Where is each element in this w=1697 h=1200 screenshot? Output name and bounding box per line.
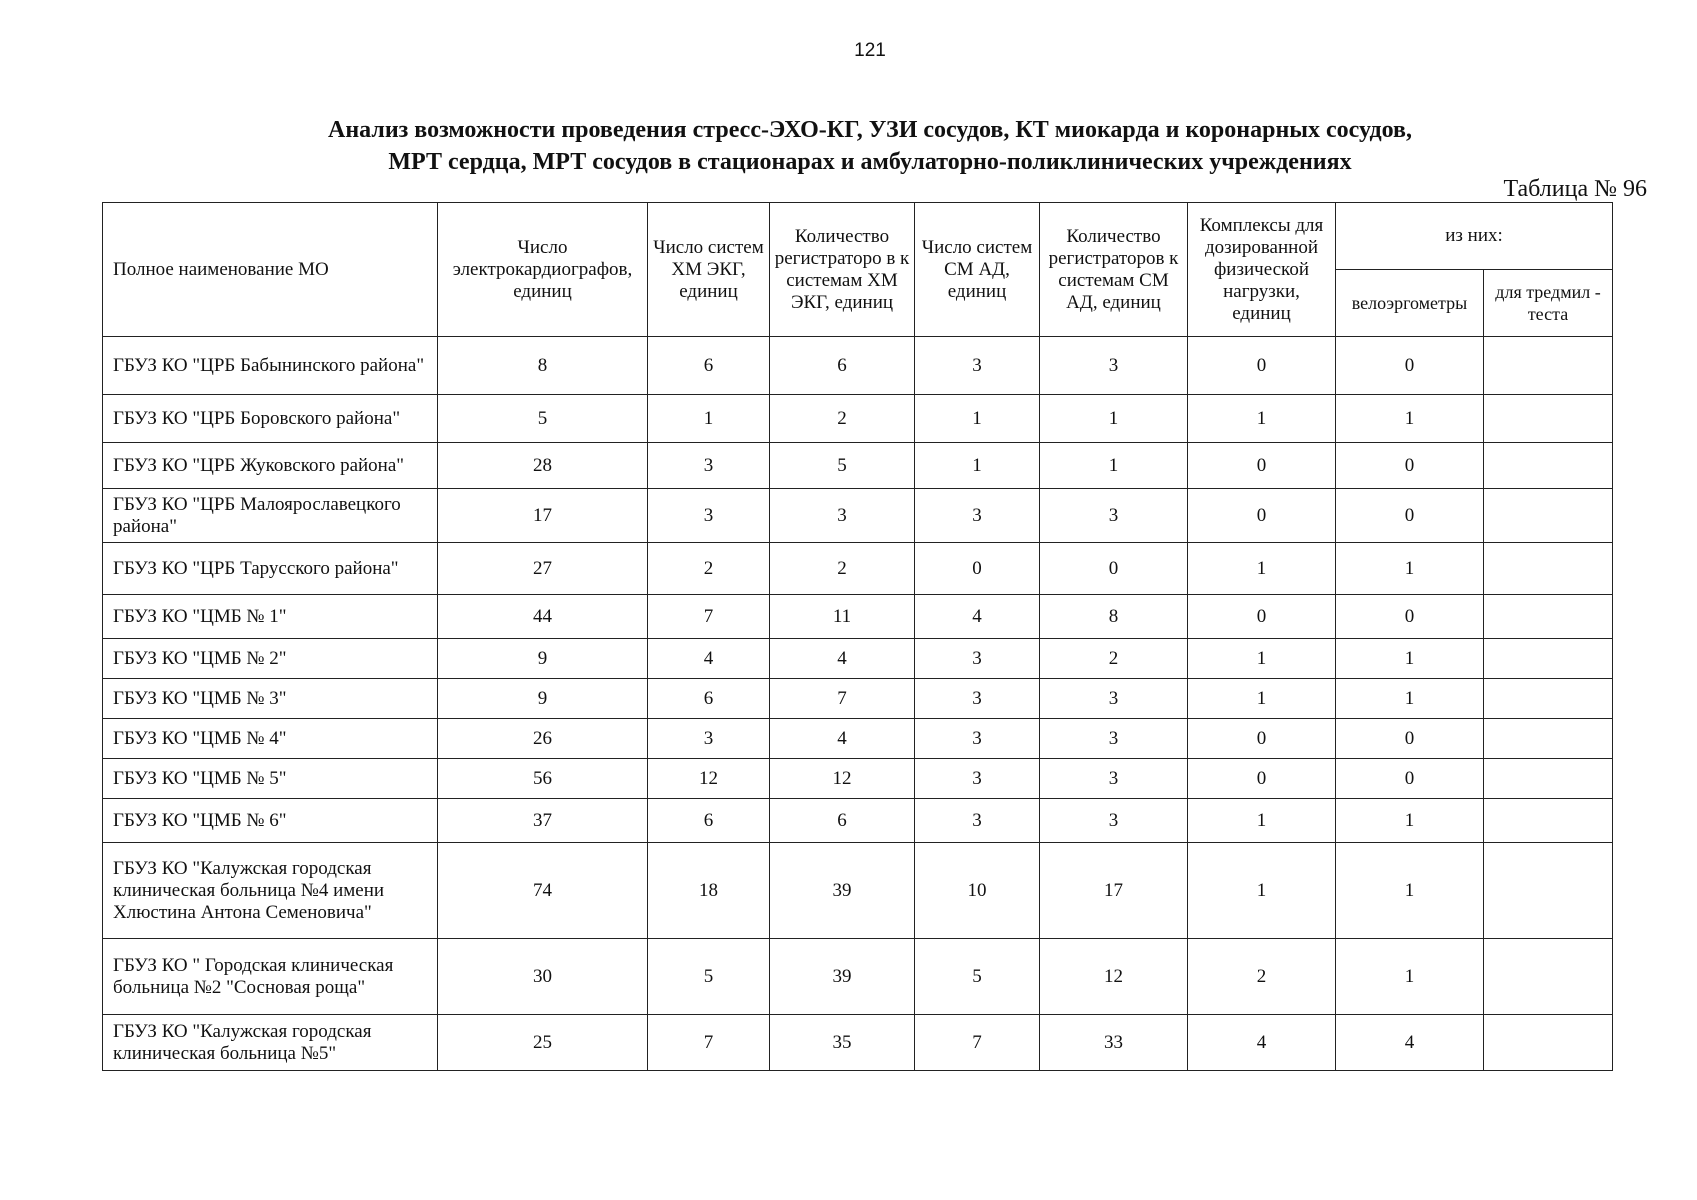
cell-sm-recorders: 8 <box>1040 595 1188 639</box>
cell-name: ГБУЗ КО "ЦРБ Боровского района" <box>103 395 438 443</box>
cell-sm-systems: 10 <box>915 843 1040 939</box>
cell-sm-systems: 3 <box>915 759 1040 799</box>
table-row <box>103 543 1613 595</box>
cell-hm-recorders: 4 <box>770 639 915 679</box>
table-row <box>103 489 1613 543</box>
cell-sm-recorders: 0 <box>1040 543 1188 595</box>
cell-hm-recorders: 2 <box>770 543 915 595</box>
header-bicycle: велоэргометры <box>1336 270 1484 337</box>
cell-name: ГБУЗ КО "ЦМБ № 2" <box>103 639 438 679</box>
page-number: 121 <box>854 40 886 61</box>
cell-bicycle: 0 <box>1336 595 1484 639</box>
cell-ecg: 8 <box>438 337 648 395</box>
cell-bicycle: 0 <box>1336 443 1484 489</box>
cell-complexes: 0 <box>1188 595 1336 639</box>
cell-ecg: 9 <box>438 679 648 719</box>
cell-hm-recorders: 6 <box>770 337 915 395</box>
table-row <box>103 337 1613 395</box>
cell-name: ГБУЗ КО "Калужская городская клиническая больница №4 имени Хлюстина Антона Семеновича" <box>103 843 438 939</box>
cell-complexes: 1 <box>1188 843 1336 939</box>
cell-sm-systems: 7 <box>915 1015 1040 1071</box>
document-title-line-2: МРТ сердца, МРТ сосудов в стационарах и амбулаторно-поликлинических учреждениях <box>388 149 1352 175</box>
cell-complexes: 0 <box>1188 337 1336 395</box>
cell-sm-recorders: 33 <box>1040 1015 1188 1071</box>
cell-sm-recorders: 3 <box>1040 489 1188 543</box>
cell-bicycle: 1 <box>1336 799 1484 843</box>
cell-name: ГБУЗ КО "ЦРБ Тарусского района" <box>103 543 438 595</box>
cell-complexes: 1 <box>1188 799 1336 843</box>
cell-bicycle: 1 <box>1336 939 1484 1015</box>
cell-complexes: 0 <box>1188 489 1336 543</box>
cell-complexes: 1 <box>1188 395 1336 443</box>
cell-sm-recorders: 17 <box>1040 843 1188 939</box>
cell-sm-systems: 3 <box>915 679 1040 719</box>
table-row <box>103 595 1613 639</box>
cell-name: ГБУЗ КО "ЦРБ Бабынинского района" <box>103 337 438 395</box>
cell-name: ГБУЗ КО "Калужская городская клиническая больница №5" <box>103 1015 438 1071</box>
cell-name: ГБУЗ КО "ЦРБ Малоярославецкого района" <box>103 489 438 543</box>
cell-hm-systems: 18 <box>648 843 770 939</box>
table-row <box>103 939 1613 1015</box>
cell-ecg: 44 <box>438 595 648 639</box>
cell-name: ГБУЗ КО "ЦМБ № 5" <box>103 759 438 799</box>
table-row <box>103 395 1613 443</box>
cell-hm-recorders: 2 <box>770 395 915 443</box>
cell-hm-systems: 3 <box>648 443 770 489</box>
cell-ecg: 17 <box>438 489 648 543</box>
cell-complexes: 0 <box>1188 759 1336 799</box>
cell-bicycle: 1 <box>1336 395 1484 443</box>
cell-sm-recorders: 3 <box>1040 759 1188 799</box>
cell-ecg: 25 <box>438 1015 648 1071</box>
cell-hm-recorders: 39 <box>770 843 915 939</box>
header-sm-recorders: Количество регистраторов к системам СМ АД, единиц <box>1040 203 1188 337</box>
cell-treadmill <box>1484 443 1613 489</box>
cell-sm-systems: 1 <box>915 443 1040 489</box>
cell-hm-systems: 6 <box>648 337 770 395</box>
cell-hm-systems: 3 <box>648 489 770 543</box>
cell-ecg: 74 <box>438 843 648 939</box>
cell-hm-recorders: 3 <box>770 489 915 543</box>
table-row <box>103 1015 1613 1071</box>
table-row <box>103 443 1613 489</box>
cell-treadmill <box>1484 489 1613 543</box>
cell-hm-recorders: 35 <box>770 1015 915 1071</box>
header-ecg: Число электрокардиографов, единиц <box>438 203 648 337</box>
cell-ecg: 26 <box>438 719 648 759</box>
cell-bicycle: 4 <box>1336 1015 1484 1071</box>
cell-bicycle: 0 <box>1336 759 1484 799</box>
document-title <box>250 114 1490 178</box>
cell-complexes: 2 <box>1188 939 1336 1015</box>
equipment-table <box>102 202 1613 1071</box>
cell-ecg: 28 <box>438 443 648 489</box>
header-name: Полное наименование МО <box>103 203 438 337</box>
cell-name: ГБУЗ КО "ЦМБ № 3" <box>103 679 438 719</box>
cell-sm-systems: 3 <box>915 799 1040 843</box>
cell-treadmill <box>1484 639 1613 679</box>
cell-sm-systems: 3 <box>915 489 1040 543</box>
cell-sm-systems: 0 <box>915 543 1040 595</box>
cell-name: ГБУЗ КО " Городская клиническая больница №2 "Сосновая роща" <box>103 939 438 1015</box>
header-of-them: из них: <box>1336 203 1613 270</box>
header-hm-recorders: Количество регистраторо в к системам ХМ ЭКГ, единиц <box>770 203 915 337</box>
cell-ecg: 9 <box>438 639 648 679</box>
cell-treadmill <box>1484 719 1613 759</box>
cell-name: ГБУЗ КО "ЦМБ № 1" <box>103 595 438 639</box>
cell-bicycle: 1 <box>1336 843 1484 939</box>
cell-treadmill <box>1484 799 1613 843</box>
cell-hm-systems: 2 <box>648 543 770 595</box>
cell-name: ГБУЗ КО "ЦРБ Жуковского района" <box>103 443 438 489</box>
cell-sm-recorders: 12 <box>1040 939 1188 1015</box>
document-title-line-1: Анализ возможности проведения стресс-ЭХО-КГ, УЗИ сосудов, КТ миокарда и коронарных сосудов, <box>327 117 1413 143</box>
cell-sm-systems: 3 <box>915 719 1040 759</box>
cell-sm-systems: 3 <box>915 639 1040 679</box>
cell-treadmill <box>1484 939 1613 1015</box>
header-sm-systems: Число систем СМ АД, единиц <box>915 203 1040 337</box>
cell-complexes: 0 <box>1188 443 1336 489</box>
cell-complexes: 1 <box>1188 543 1336 595</box>
cell-ecg: 56 <box>438 759 648 799</box>
table-row <box>103 799 1613 843</box>
header-hm-systems: Число систем ХМ ЭКГ, единиц <box>648 203 770 337</box>
cell-sm-recorders: 3 <box>1040 337 1188 395</box>
cell-hm-systems: 7 <box>648 1015 770 1071</box>
table-row <box>103 679 1613 719</box>
cell-treadmill <box>1484 843 1613 939</box>
cell-hm-systems: 6 <box>648 799 770 843</box>
cell-ecg: 5 <box>438 395 648 443</box>
cell-hm-systems: 6 <box>648 679 770 719</box>
cell-complexes: 4 <box>1188 1015 1336 1071</box>
cell-sm-systems: 5 <box>915 939 1040 1015</box>
cell-sm-recorders: 2 <box>1040 639 1188 679</box>
cell-bicycle: 0 <box>1336 337 1484 395</box>
cell-hm-systems: 3 <box>648 719 770 759</box>
header-complexes: Комплексы для дозированной физической нагрузки, единиц <box>1188 203 1336 337</box>
table-row <box>103 639 1613 679</box>
cell-hm-recorders: 6 <box>770 799 915 843</box>
cell-ecg: 37 <box>438 799 648 843</box>
cell-complexes: 1 <box>1188 679 1336 719</box>
cell-hm-recorders: 11 <box>770 595 915 639</box>
cell-sm-systems: 4 <box>915 595 1040 639</box>
cell-ecg: 27 <box>438 543 648 595</box>
cell-hm-recorders: 7 <box>770 679 915 719</box>
cell-hm-recorders: 12 <box>770 759 915 799</box>
cell-sm-recorders: 1 <box>1040 443 1188 489</box>
cell-sm-recorders: 1 <box>1040 395 1188 443</box>
cell-bicycle: 1 <box>1336 679 1484 719</box>
cell-hm-systems: 12 <box>648 759 770 799</box>
cell-sm-systems: 3 <box>915 337 1040 395</box>
cell-hm-systems: 1 <box>648 395 770 443</box>
cell-hm-recorders: 5 <box>770 443 915 489</box>
cell-name: ГБУЗ КО "ЦМБ № 4" <box>103 719 438 759</box>
cell-hm-recorders: 4 <box>770 719 915 759</box>
cell-treadmill <box>1484 337 1613 395</box>
cell-bicycle: 1 <box>1336 543 1484 595</box>
cell-ecg: 30 <box>438 939 648 1015</box>
table-body <box>103 337 1613 1071</box>
cell-hm-systems: 4 <box>648 639 770 679</box>
cell-treadmill <box>1484 759 1613 799</box>
cell-sm-recorders: 3 <box>1040 679 1188 719</box>
cell-name: ГБУЗ КО "ЦМБ № 6" <box>103 799 438 843</box>
cell-treadmill <box>1484 543 1613 595</box>
cell-bicycle: 1 <box>1336 639 1484 679</box>
cell-sm-recorders: 3 <box>1040 719 1188 759</box>
header-treadmill: для тредмил - теста <box>1484 270 1613 337</box>
cell-complexes: 1 <box>1188 639 1336 679</box>
cell-treadmill <box>1484 595 1613 639</box>
cell-treadmill <box>1484 395 1613 443</box>
cell-sm-recorders: 3 <box>1040 799 1188 843</box>
cell-complexes: 0 <box>1188 719 1336 759</box>
cell-hm-recorders: 39 <box>770 939 915 1015</box>
table-row <box>103 843 1613 939</box>
cell-hm-systems: 7 <box>648 595 770 639</box>
table-row <box>103 719 1613 759</box>
cell-treadmill <box>1484 1015 1613 1071</box>
cell-treadmill <box>1484 679 1613 719</box>
table-header <box>103 203 1613 337</box>
cell-bicycle: 0 <box>1336 719 1484 759</box>
cell-bicycle: 0 <box>1336 489 1484 543</box>
table-row <box>103 759 1613 799</box>
cell-hm-systems: 5 <box>648 939 770 1015</box>
table-number: Таблица № 96 <box>1503 176 1647 202</box>
cell-sm-systems: 1 <box>915 395 1040 443</box>
